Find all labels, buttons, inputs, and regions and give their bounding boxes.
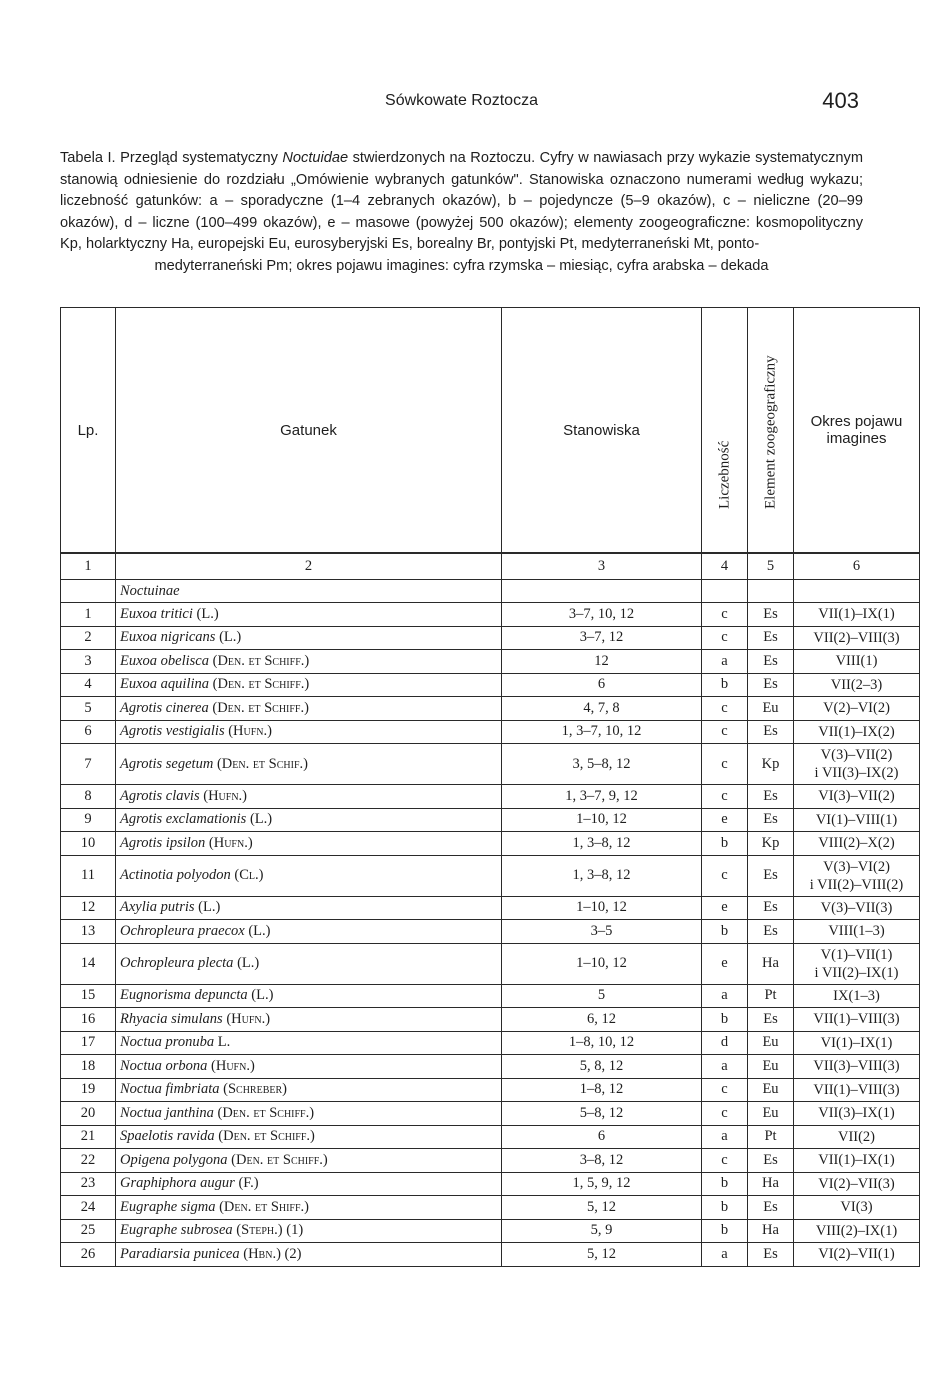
row-sites: 5, 8, 12 [502,1055,702,1079]
table-row [61,896,920,920]
table-row [61,785,920,809]
caption-body: stwierdzonych na Roztoczu. Cyfry w nawiasach przy wykazie systematycznym stanowią odniesienie do rozdziału „Omówienie wybranych gatunków". Stanowiska oznaczono numerami według wykazu; liczebność gatunków: a – sporadyczne (1–4 zebranych okazów), b – pojedyncze (5–9 okazów), c – nieliczne (20–99 okazów), d – liczne (100–499 okazów), e – masowe (powyżej 500 okazów); elementy zoogeograficzne: kosmopolityczny Kp, holarktyczny Ha, europejski Eu, eurosyberyjski Es, borealny Br, pontyjski Pt, medyterraneński Mt, ponto- [60,150,864,253]
table-row [61,832,920,856]
table-row [61,1219,920,1243]
row-sites: 1–8, 12 [502,1078,702,1102]
row-species [116,1078,502,1102]
species-author: (Den. et Schiff.) [218,1128,315,1145]
row-period [794,808,920,832]
species-name: Noctua janthina [120,1104,214,1121]
period-line: VII(3)–IX(1) [818,1105,895,1122]
row-period [794,984,920,1008]
table-row [61,1102,920,1126]
column-number: 1 [61,553,116,580]
species-name: Euxoa nigricans [120,629,216,646]
column-number: 3 [502,553,702,580]
period-line: VII(1)–IX(1) [818,1152,895,1169]
species-author: (Den. et Schiff.) [212,676,310,693]
header-abundance-label: Liczebność [716,440,732,509]
table-row [61,1008,920,1032]
column-number: 2 [116,553,502,580]
table-row [61,1078,920,1102]
row-lp: 24 [61,1196,116,1220]
row-sites: 5, 12 [502,1243,702,1267]
species-author: (L.) [196,605,219,622]
species-author: (Hufn.) [211,1057,255,1074]
row-abundance: a [702,1055,748,1079]
row-abundance: b [702,1172,748,1196]
species-name: Ochropleura praecox [120,922,245,939]
species-author: (Den. et Schiff.) [212,652,310,669]
row-abundance: c [702,697,748,721]
row-species [116,832,502,856]
row-element: Eu [748,697,794,721]
table-body [61,553,920,1266]
table-row [61,697,920,721]
row-species [116,650,502,674]
row-lp: 18 [61,1055,116,1079]
row-abundance: b [702,920,748,944]
row-abundance: c [702,720,748,744]
period-line: VIII(2)–IX(1) [815,1222,898,1239]
row-species [116,896,502,920]
species-name: Euxoa obelisca [120,652,209,669]
row-lp: 12 [61,896,116,920]
species-author: (Den. et Shiff.) [219,1198,310,1215]
row-element: Es [748,1243,794,1267]
table-row [61,720,920,744]
column-number: 6 [794,553,920,580]
row-period [794,673,920,697]
row-period [794,603,920,627]
header-lp: Lp. [61,308,116,554]
group-empty [502,580,702,603]
column-number: 4 [702,553,748,580]
row-species [116,720,502,744]
row-species [116,920,502,944]
species-author: (Den. et Schif.) [216,755,308,772]
period-line: i VII(2)–IX(1) [814,964,899,981]
species-author: (Hufn.) [208,834,253,851]
period-line: VI(3) [840,1199,873,1216]
row-element: Es [748,1008,794,1032]
species-name: Noctua orbona [120,1057,208,1074]
row-sites: 1, 3–7, 9, 12 [502,785,702,809]
row-element: Es [748,673,794,697]
row-element: Es [748,626,794,650]
header-species: Gatunek [116,308,502,554]
row-element: Es [748,603,794,627]
species-author: (Schreber) [223,1081,287,1098]
row-period [794,1008,920,1032]
row-sites: 5, 9 [502,1219,702,1243]
species-author: (L.) [219,629,242,646]
row-abundance: c [702,1078,748,1102]
row-element: Es [748,650,794,674]
species-name: Opigena polygona [120,1151,228,1168]
species-name: Spaelotis ravida [120,1128,215,1145]
species-name: Rhyacia simulans [120,1010,223,1027]
table-row [61,603,920,627]
row-abundance: e [702,808,748,832]
row-lp: 25 [61,1219,116,1243]
row-lp: 26 [61,1243,116,1267]
table-row [61,626,920,650]
species-name: Agrotis cinerea [120,699,209,716]
row-species [116,697,502,721]
row-lp: 7 [61,744,116,785]
row-element: Es [748,920,794,944]
row-element: Eu [748,1055,794,1079]
row-abundance: e [702,896,748,920]
row-abundance: c [702,1149,748,1173]
table-row [61,943,920,984]
row-species [116,1125,502,1149]
period-line: IX(1–3) [833,987,880,1004]
period-line: i VII(3)–IX(2) [814,765,899,781]
species-name: Noctua pronuba [120,1034,215,1051]
species-name: Eugraphe subrosea [120,1222,233,1239]
row-species [116,1102,502,1126]
row-period [794,1031,920,1055]
row-species [116,1172,502,1196]
table-row [61,1055,920,1079]
row-period [794,626,920,650]
species-author: (L.) [249,811,273,828]
header-row [61,308,920,554]
table-row [61,920,920,944]
row-abundance: c [702,603,748,627]
row-period [794,1149,920,1173]
period-line: V(2)–VI(2) [823,700,890,717]
period-line: VII(3)–VIII(3) [813,1058,900,1075]
row-abundance: a [702,1125,748,1149]
species-name: Eugnorisma depuncta [120,987,248,1004]
header-sites: Stanowiska [502,308,702,554]
row-period [794,1078,920,1102]
row-lp: 13 [61,920,116,944]
caption-taxon: Noctuidae [282,150,349,166]
period-line: V(3)–VI(2) [823,858,890,875]
species-author: (Den. et Schiff.) [231,1151,328,1168]
species-author: (Hufn.) [203,787,247,804]
row-sites: 1, 3–7, 10, 12 [502,720,702,744]
row-lp: 19 [61,1078,116,1102]
row-species [116,603,502,627]
row-species [116,1031,502,1055]
row-abundance: b [702,1219,748,1243]
row-element: Pt [748,1125,794,1149]
row-lp: 23 [61,1172,116,1196]
header-period: Okres pojawu imagines [794,308,920,554]
row-lp: 3 [61,650,116,674]
row-sites: 1–10, 12 [502,943,702,984]
page-number: 403 [822,88,859,113]
row-element: Eu [748,1078,794,1102]
row-element: Es [748,1149,794,1173]
species-author: (L.) [198,899,221,916]
row-species [116,943,502,984]
table-row [61,1031,920,1055]
header-element [748,308,794,554]
table-row [61,808,920,832]
row-abundance: b [702,832,748,856]
species-author: (L.) [248,922,271,939]
row-species [116,626,502,650]
row-abundance: b [702,673,748,697]
species-name: Agrotis ipsilon [120,834,206,851]
row-period [794,697,920,721]
row-element: Ha [748,943,794,984]
period-line: VIII(2)–X(2) [818,835,895,852]
row-species [116,1008,502,1032]
row-element: Eu [748,1102,794,1126]
table-row [61,744,920,785]
row-lp: 8 [61,785,116,809]
period-line: V(3)–VII(3) [820,899,893,916]
row-period [794,1125,920,1149]
row-element: Es [748,720,794,744]
species-name: Agrotis clavis [120,787,200,804]
row-lp: 1 [61,603,116,627]
species-author: (Hufn.) [228,723,272,740]
species-author: (Den. et Schiff.) [212,699,309,716]
row-species [116,1196,502,1220]
period-line: VI(2)–VII(1) [818,1246,895,1263]
row-abundance: c [702,855,748,896]
row-sites: 1–10, 12 [502,808,702,832]
group-empty [702,580,748,603]
row-sites: 6 [502,1125,702,1149]
row-period [794,1055,920,1079]
row-period [794,1196,920,1220]
row-abundance: b [702,1196,748,1220]
group-lp-empty [61,580,116,603]
group-label: Noctuinae [116,580,502,603]
row-abundance: e [702,943,748,984]
row-period [794,1243,920,1267]
row-period [794,1172,920,1196]
row-species [116,785,502,809]
row-abundance: c [702,626,748,650]
row-sites: 6, 12 [502,1008,702,1032]
row-period [794,920,920,944]
row-lp: 10 [61,832,116,856]
group-empty [748,580,794,603]
species-author: (L.) [237,955,260,971]
row-sites: 4, 7, 8 [502,697,702,721]
row-sites: 3–7, 12 [502,626,702,650]
header-abundance [702,308,748,554]
row-sites: 5 [502,984,702,1008]
row-abundance: b [702,1008,748,1032]
row-lp: 17 [61,1031,116,1055]
species-table [60,307,920,1267]
period-line: VII(2) [837,1128,876,1145]
table-row [61,650,920,674]
row-lp: 16 [61,1008,116,1032]
row-species [116,673,502,697]
row-abundance: a [702,650,748,674]
species-name: Agrotis vestigialis [120,723,225,740]
row-lp: 5 [61,697,116,721]
period-line: VI(1)–IX(1) [820,1034,893,1051]
row-species [116,1055,502,1079]
row-period [794,650,920,674]
row-sites: 1, 3–8, 12 [502,855,702,896]
period-line: i VII(2)–VIII(2) [809,876,904,893]
species-name: Noctua fimbriata [120,1081,220,1098]
row-abundance: c [702,744,748,785]
row-species [116,855,502,896]
species-name: Actinotia polyodon [120,867,231,883]
species-author: (Hbn.) (2) [243,1245,302,1262]
row-abundance: a [702,1243,748,1267]
page-header [60,88,863,118]
table-row [61,1125,920,1149]
row-sites: 6 [502,673,702,697]
species-author: (Steph.) (1) [236,1222,304,1239]
period-line: VIII(1) [835,653,878,670]
row-lp: 14 [61,943,116,984]
row-period [794,896,920,920]
row-abundance: c [702,1102,748,1126]
table-row [61,1196,920,1220]
row-period [794,744,920,785]
row-abundance: a [702,984,748,1008]
row-period [794,943,920,984]
row-species [116,808,502,832]
table-row [61,1172,920,1196]
period-line: VII(1)–IX(1) [818,606,895,623]
row-lp: 6 [61,720,116,744]
species-author: (Cl.) [234,867,264,883]
period-line: VI(3)–VII(2) [818,788,895,805]
period-line: VI(1)–VIII(1) [815,811,898,828]
row-element: Ha [748,1172,794,1196]
species-name: Paradiarsia punicea [120,1245,240,1262]
row-lp: 20 [61,1102,116,1126]
table-row [61,1149,920,1173]
row-species [116,744,502,785]
species-author: (Den. et Schiff.) [217,1104,315,1121]
period-line: VI(2)–VII(3) [818,1175,895,1192]
row-sites: 3–5 [502,920,702,944]
row-period [794,832,920,856]
period-line: VII(1)–VIII(3) [813,1011,900,1028]
species-name: Axylia putris [120,899,195,916]
row-lp: 9 [61,808,116,832]
period-line: VIII(1–3) [828,923,885,940]
row-sites: 5–8, 12 [502,1102,702,1126]
period-line: V(3)–VII(2) [820,747,893,763]
row-species [116,984,502,1008]
row-sites: 1, 5, 9, 12 [502,1172,702,1196]
row-sites: 3–8, 12 [502,1149,702,1173]
row-element: Es [748,855,794,896]
column-number-row [61,553,920,580]
row-element: Es [748,785,794,809]
row-sites: 1, 3–8, 12 [502,832,702,856]
row-period [794,720,920,744]
table-caption [60,148,863,278]
period-line: VII(1)–VIII(3) [813,1081,900,1098]
row-element: Kp [748,832,794,856]
row-element: Ha [748,1219,794,1243]
species-name: Agrotis segetum [120,755,214,772]
row-period [794,785,920,809]
species-name: Graphiphora augur [120,1175,235,1192]
row-sites: 1–8, 10, 12 [502,1031,702,1055]
row-species [116,1219,502,1243]
table-row [61,855,920,896]
row-sites: 1–10, 12 [502,896,702,920]
row-period [794,1219,920,1243]
period-line: V(1)–VII(1) [820,946,893,963]
species-author: (L.) [251,987,274,1004]
group-empty [794,580,920,603]
row-element: Es [748,896,794,920]
group-row [61,580,920,603]
column-number: 5 [748,553,794,580]
species-author: L. [217,1034,231,1051]
table-row [61,984,920,1008]
species-author: (Hufn.) [226,1010,271,1027]
caption-last-line: medyterraneński Pm; okres pojawu imagines: cyfra rzymska – miesiąc, cyfra arabska – dekada [154,257,769,274]
period-line: VII(1)–IX(2) [818,723,895,740]
row-element: Es [748,808,794,832]
table-row [61,673,920,697]
species-name: Eugraphe sigma [120,1198,216,1215]
row-lp: 21 [61,1125,116,1149]
caption-prefix: Tabela I. Przegląd systematyczny [60,150,283,166]
row-sites: 5, 12 [502,1196,702,1220]
species-author: (F.) [238,1175,259,1192]
running-head: Sówkowate Roztocza [385,92,538,109]
species-name: Ochropleura plecta [120,955,234,971]
row-element: Pt [748,984,794,1008]
row-abundance: c [702,785,748,809]
row-lp: 15 [61,984,116,1008]
row-lp: 4 [61,673,116,697]
row-species [116,1149,502,1173]
row-period [794,855,920,896]
row-element: Es [748,1196,794,1220]
row-sites: 3–7, 10, 12 [502,603,702,627]
header-element-label: Element zoogeograficzny [762,355,778,509]
period-line: VII(2)–VIII(3) [813,629,900,646]
row-lp: 22 [61,1149,116,1173]
row-element: Kp [748,744,794,785]
species-name: Euxoa tritici [120,605,193,622]
table-row [61,1243,920,1267]
row-sites: 12 [502,650,702,674]
row-species [116,1243,502,1267]
row-lp: 2 [61,626,116,650]
species-name: Agrotis exclamationis [120,811,247,828]
row-element: Eu [748,1031,794,1055]
row-abundance: d [702,1031,748,1055]
row-sites: 3, 5–8, 12 [502,744,702,785]
row-lp: 11 [61,855,116,896]
row-period [794,1102,920,1126]
species-name: Euxoa aquilina [120,676,210,693]
period-line: VII(2–3) [830,676,883,693]
